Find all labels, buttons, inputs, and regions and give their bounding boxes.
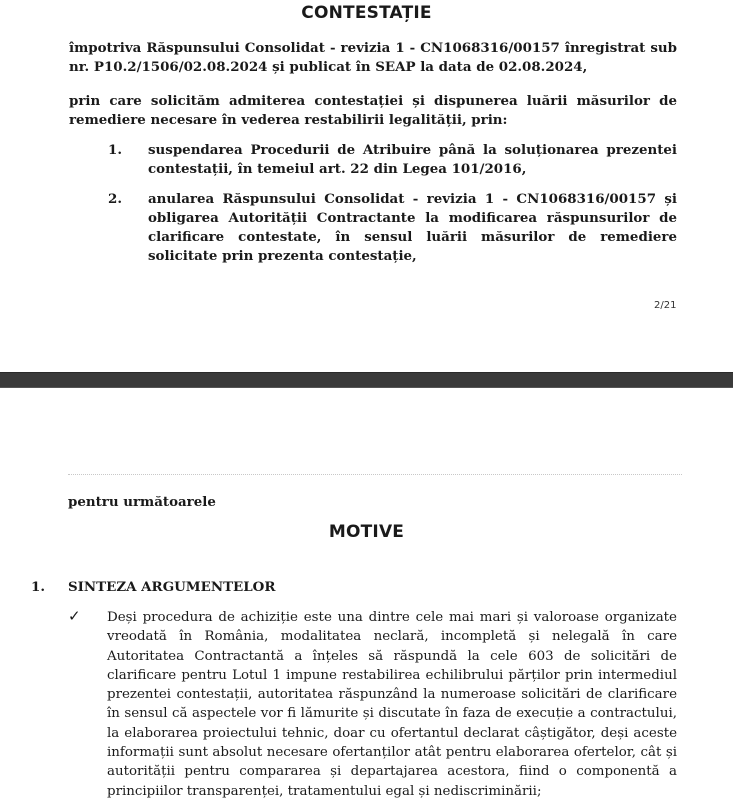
page-break-separator xyxy=(0,372,733,388)
list-item-1-number: 1. xyxy=(108,142,122,158)
list-item-1-text: suspendarea Procedurii de Atribuire până la soluționarea prezentei contestații, în temeiul art. 22 din Legea 101/2016, xyxy=(148,142,677,177)
page-number: 2/21 xyxy=(654,300,677,311)
bullet-paragraph: Deși procedura de achiziție este una dintre cele mai mari și valoroase organizate vreodată în România, modalitatea neclară, incompletă și nelegală în care Autoritatea Contractantă a înțeles să răspundă la cele 603 de solicitări de clarificare pentru Lotul 1 impune restabilirea echilibrului părților prin intermediul prezentei contestații, autoritatea răspunzând la numeroase solicitări de clarificare în sensul că aspectele vor fi lămurite și discutate în faza de execuție a contractului, la elaborarea proiectului tehnic, doar cu ofertantul declarat câștigător, deși aceste informații sunt absolut necesare ofertanților atât pentru elaborarea ofertelor, cât și autorității pentru compararea și departajarea acestora, fiind o componentă a principiilor transparenței, tratamentului egal și nediscriminării; xyxy=(107,610,677,799)
page-2-bottom-portion xyxy=(0,0,733,372)
request-paragraph: prin care solicităm admiterea contestației și dispunerea luării măsurilor de remediere necesare în vederea restabilirii legalității, prin: xyxy=(69,93,677,128)
contest-intro-paragraph: împotriva Răspunsului Consolidat - revizia 1 - CN1068316/00157 înregistrat sub nr. P10.2/1506/02.08.2024 și publicat în SEAP la data de 02.08.2024, xyxy=(69,40,677,75)
header-divider xyxy=(68,474,682,475)
motives-heading: MOTIVE xyxy=(328,522,405,542)
page-3-top-portion xyxy=(0,388,733,811)
section-1-number: 1. xyxy=(31,579,45,595)
checkmark-icon: ✓ xyxy=(68,607,81,625)
list-item-2-number: 2. xyxy=(108,191,122,207)
document-title: CONTESTAȚIE xyxy=(301,3,432,23)
motives-lead-text: pentru următoarele xyxy=(68,494,216,510)
section-1-title: SINTEZA ARGUMENTELOR xyxy=(68,579,276,595)
list-item-2-text: anularea Răspunsului Consolidat - revizia 1 - CN1068316/00157 și obligarea Autorității Contractante la modificarea răspunsurilor de clarificare contestate, în sensul luării măsurilor de remediere solicitate prin prezenta contestație, xyxy=(148,191,677,264)
